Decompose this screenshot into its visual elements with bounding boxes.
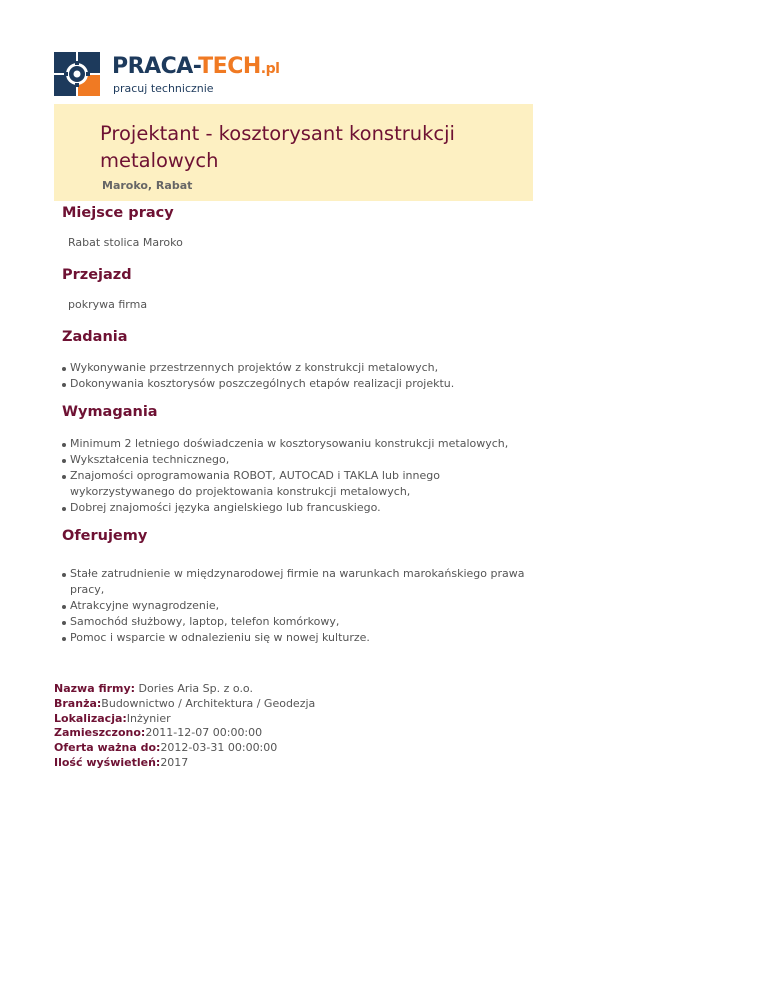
list-item: Wykształcenia technicznego, xyxy=(62,452,534,468)
section-text-miejsce: Rabat stolica Maroko xyxy=(68,236,183,249)
meta-zamieszczono: Zamieszczono:2011-12-07 00:00:00 xyxy=(54,726,263,740)
meta-branza: Branża:Budownictwo / Architektura / Geodezja xyxy=(54,696,316,710)
list-item: Pomoc i wsparcie w odnalezieniu się w nowej kulturze. xyxy=(62,630,534,646)
list-item: Stałe zatrudnienie w międzynarodowej firmie na warunkach marokańskiego prawa pracy, xyxy=(62,566,534,598)
list-item: Znajomości oprogramowania ROBOT, AUTOCAD i TAKLA lub innego wykorzystywanego do projektowania konstrukcji metalowych, xyxy=(62,468,534,500)
list-zadania xyxy=(54,360,534,392)
job-meta xyxy=(54,682,315,771)
gear-logo-icon xyxy=(54,52,102,96)
logo-tagline: pracuj technicznie xyxy=(113,82,214,95)
meta-lokalizacja: Lokalizacja:Inżynier xyxy=(54,711,171,725)
meta-wyswietlen: Ilość wyświetleń:2017 xyxy=(54,755,189,769)
logo-wordmark: PRACA-TECH.pl xyxy=(112,54,280,79)
list-item: Wykonywanie przestrzennych projektów z konstrukcji metalowych, xyxy=(62,360,534,376)
section-text-przejazd: pokrywa firma xyxy=(68,298,148,311)
section-heading-miejsce: Miejsce pracy xyxy=(62,205,174,221)
job-header xyxy=(54,104,533,201)
job-content xyxy=(54,203,534,646)
meta-oferta: Oferta ważna do:2012-03-31 00:00:00 xyxy=(54,741,278,755)
job-location: Maroko, Rabat xyxy=(102,179,193,192)
job-title: Projektant - kosztorysant konstrukcji metalowych xyxy=(100,122,455,172)
meta-firma: Nazwa firmy: Dories Aria Sp. z o.o. xyxy=(54,682,253,695)
section-heading-oferujemy: Oferujemy xyxy=(62,528,148,544)
section-heading-zadania: Zadania xyxy=(62,329,128,345)
list-item: Atrakcyjne wynagrodzenie, xyxy=(62,598,534,614)
list-item: Dokonywania kosztorysów poszczególnych etapów realizacji projektu. xyxy=(62,376,534,392)
list-item: Minimum 2 letniego doświadczenia w kosztorysowaniu konstrukcji metalowych, xyxy=(62,436,534,452)
list-item: Dobrej znajomości języka angielskiego lub francuskiego. xyxy=(62,500,534,516)
list-oferujemy xyxy=(54,566,534,646)
section-heading-wymagania: Wymagania xyxy=(62,404,158,420)
list-item: Samochód służbowy, laptop, telefon komórkowy, xyxy=(62,614,534,630)
list-wymagania xyxy=(54,436,534,516)
site-logo[interactable] xyxy=(54,52,294,98)
section-heading-przejazd: Przejazd xyxy=(62,267,132,283)
